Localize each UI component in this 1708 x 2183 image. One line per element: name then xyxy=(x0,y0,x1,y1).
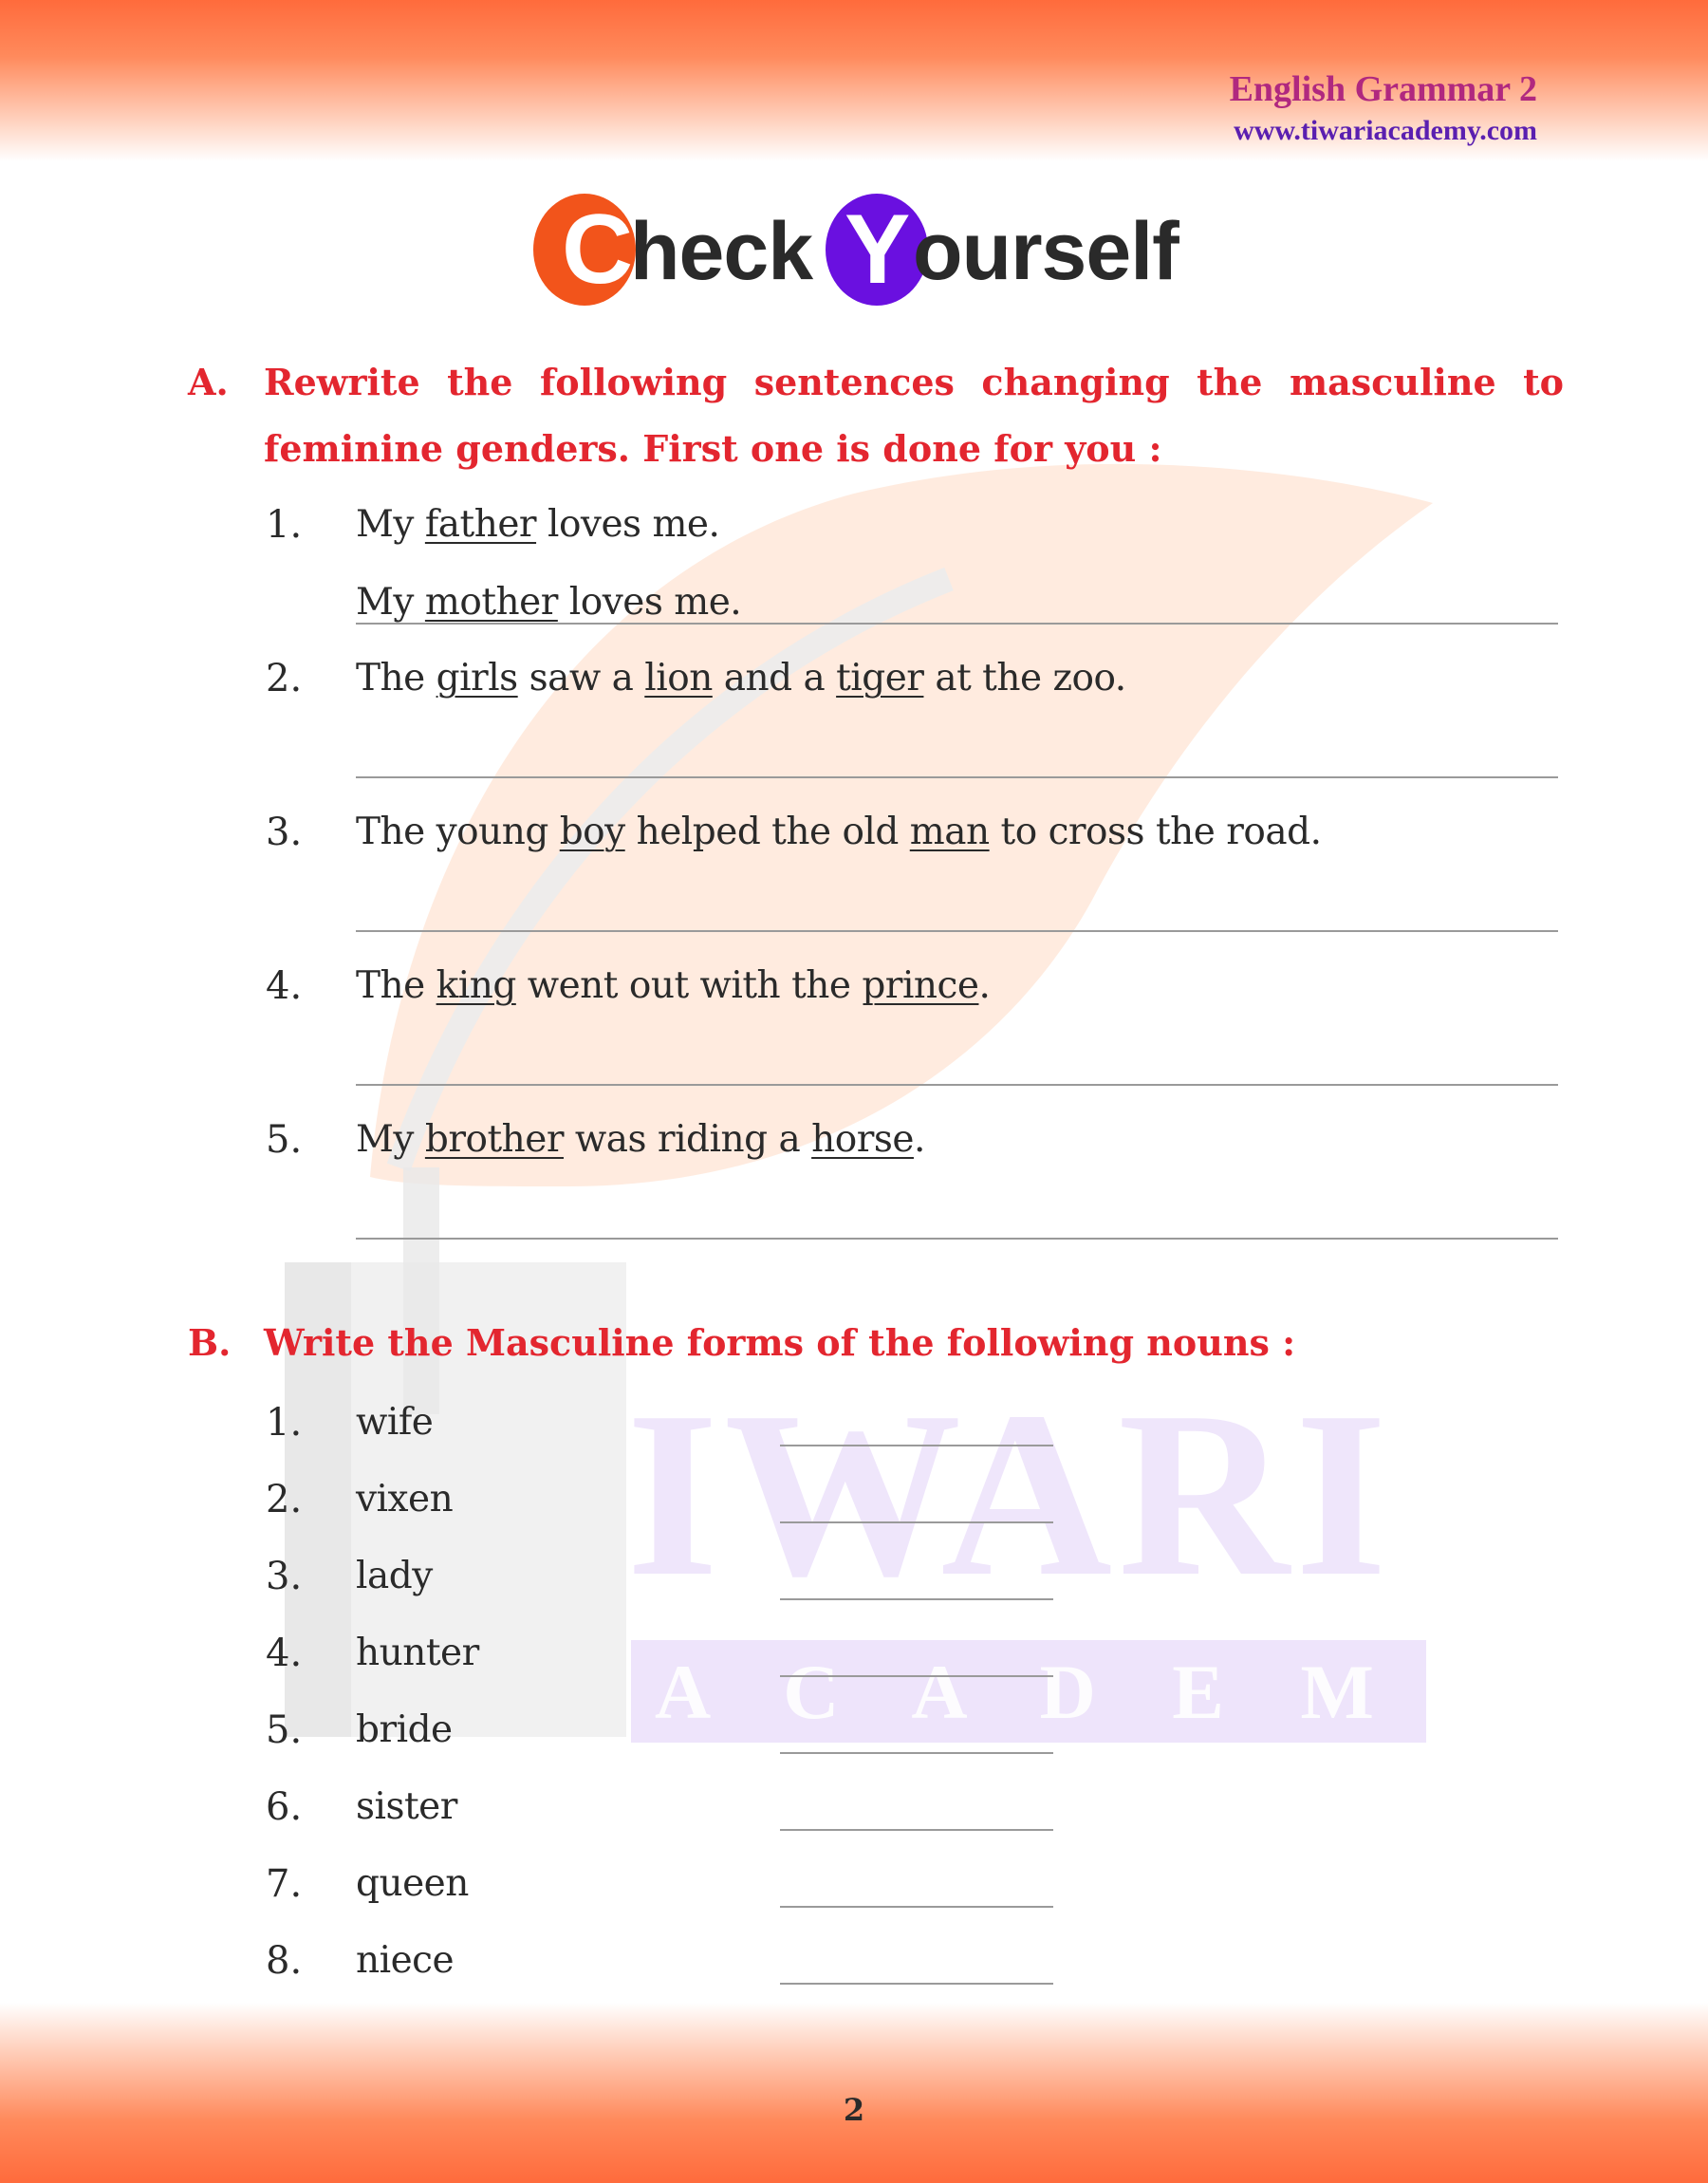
underlined-word: boy xyxy=(559,811,625,853)
section-b-letter: B. xyxy=(188,1321,232,1364)
a-item-3-answer-line[interactable] xyxy=(356,930,1558,932)
b-item-4-number: 4. xyxy=(266,1632,303,1675)
b-item-1-number: 1. xyxy=(266,1401,303,1445)
underlined-word: brother xyxy=(424,1118,564,1161)
brand-header xyxy=(1063,66,1537,150)
b-item-8-answer-line[interactable] xyxy=(780,1983,1053,1985)
underlined-word: man xyxy=(909,811,990,853)
b-item-6-answer-line[interactable] xyxy=(780,1829,1053,1831)
b-item-3-word: lady xyxy=(356,1555,433,1597)
b-item-8-number: 8. xyxy=(266,1939,303,1983)
b-item-8-word: niece xyxy=(356,1939,455,1982)
b-item-7-number: 7. xyxy=(266,1862,303,1906)
website-link[interactable]: www.tiwariacademy.com xyxy=(1234,115,1537,146)
underlined-word: girls xyxy=(436,657,518,700)
section-a-instruction: Rewrite the following sentences changing the masculine to feminine genders. First one is done for you : xyxy=(264,361,1564,470)
b-item-2-word: vixen xyxy=(356,1478,454,1521)
b-item-4-word: hunter xyxy=(356,1632,479,1674)
watermark-word-top: IWARI xyxy=(626,1363,1393,1626)
a-item-2-answer-line[interactable] xyxy=(356,776,1558,778)
b-item-7-answer-line[interactable] xyxy=(780,1906,1053,1908)
a-item-5-sentence: My brother was riding a horse. xyxy=(356,1118,925,1161)
b-item-7-word: queen xyxy=(356,1862,469,1905)
b-item-5-word: bride xyxy=(356,1708,453,1751)
a-item-1-answer: My mother loves me. xyxy=(356,581,742,624)
watermark-word-bottom: A C A D E M Y xyxy=(655,1649,1532,1735)
a-item-4-sentence: The king went out with the prince. xyxy=(356,964,991,1007)
a-item-1-sentence: My father loves me. xyxy=(356,503,720,546)
underlined-word: horse xyxy=(811,1118,914,1161)
book-title: English Grammar 2 xyxy=(1229,69,1537,109)
underlined-word: mother xyxy=(424,581,558,624)
b-item-6-word: sister xyxy=(356,1785,457,1828)
b-item-2-number: 2. xyxy=(266,1478,303,1521)
check-yourself-heading xyxy=(0,190,1708,313)
a-item-2-number: 2. xyxy=(266,657,303,700)
a-item-3-number: 3. xyxy=(266,811,303,854)
section-a-letter: A. xyxy=(188,361,229,403)
heading-word-yourself: ourself xyxy=(913,206,1179,297)
a-item-4-number: 4. xyxy=(266,964,303,1008)
section-b-instruction: Write the Masculine forms of the following nouns : xyxy=(264,1321,1296,1364)
a-item-5-number: 5. xyxy=(266,1118,303,1162)
underlined-word: prince xyxy=(862,964,979,1007)
b-item-3-answer-line[interactable] xyxy=(780,1598,1053,1600)
b-item-2-answer-line[interactable] xyxy=(780,1521,1053,1523)
b-item-5-number: 5. xyxy=(266,1708,303,1752)
underlined-word: lion xyxy=(644,657,713,700)
b-item-4-answer-line[interactable] xyxy=(780,1675,1053,1677)
a-item-2-sentence: The girls saw a lion and a tiger at the zoo. xyxy=(356,657,1126,700)
a-item-3-sentence: The young boy helped the old man to cross the road. xyxy=(356,811,1322,853)
a-item-4-answer-line[interactable] xyxy=(356,1084,1558,1086)
underlined-word: tiger xyxy=(836,657,924,700)
b-item-6-number: 6. xyxy=(266,1785,303,1829)
page-number: 2 xyxy=(843,2092,865,2128)
heading-initial-y: Y xyxy=(845,195,911,305)
a-item-5-answer-line[interactable] xyxy=(356,1238,1558,1240)
b-item-5-answer-line[interactable] xyxy=(780,1752,1053,1754)
heading-word-check: heck xyxy=(630,206,813,297)
b-item-3-number: 3. xyxy=(266,1555,303,1598)
b-item-1-answer-line[interactable] xyxy=(780,1445,1053,1446)
underlined-word: king xyxy=(436,964,516,1007)
heading-initial-c: C xyxy=(562,195,634,305)
a-item-1-number: 1. xyxy=(266,503,303,547)
a-item-1-answer-line[interactable] xyxy=(356,623,1558,625)
underlined-word: father xyxy=(424,503,537,546)
b-item-1-word: wife xyxy=(356,1401,434,1444)
